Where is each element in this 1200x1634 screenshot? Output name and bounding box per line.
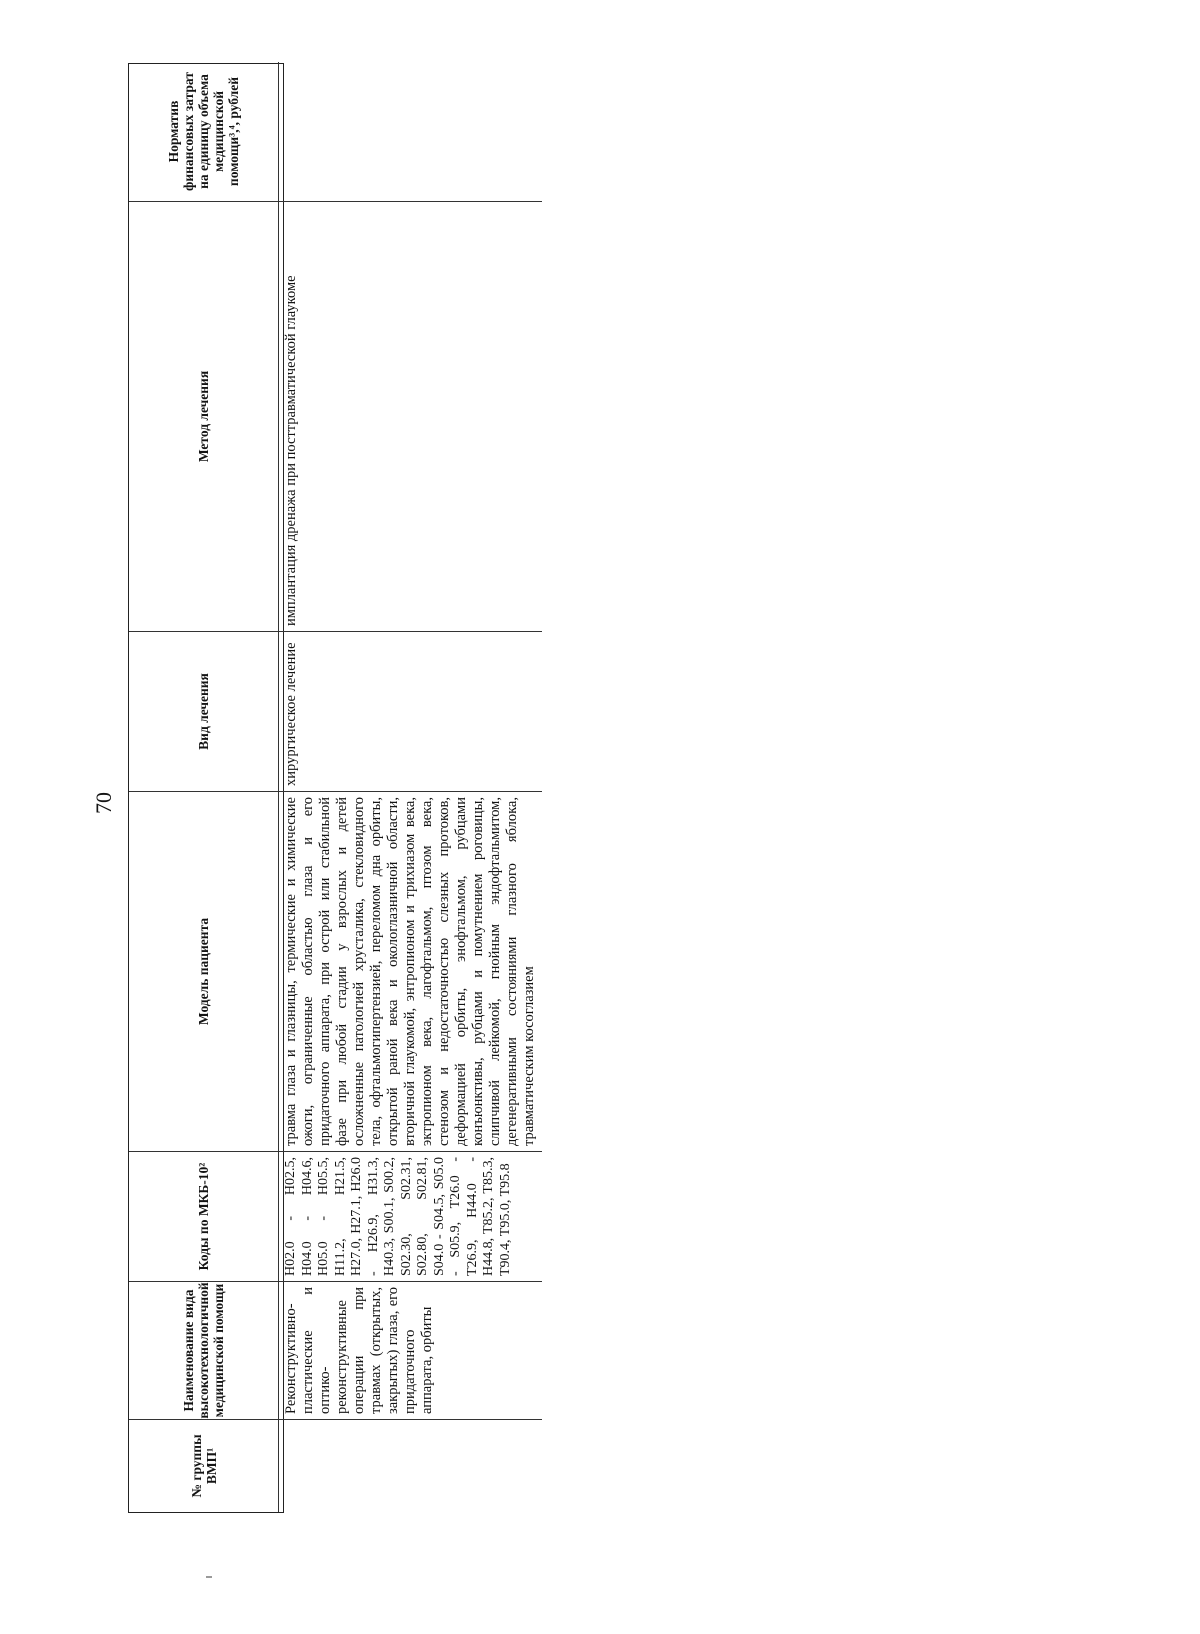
cell-name: Реконструктивно-пластические и оптико-реконструктивные операции при травмах (открытых, закрытых) глаза, его придаточного аппарата, орбиты xyxy=(279,1281,542,1419)
header-treatment-type: Вид лечения xyxy=(129,631,279,791)
cell-treatment-type: хирургическое лечение xyxy=(279,631,542,791)
header-patient-model: Модель пациента xyxy=(129,791,279,1151)
header-cost-norm: Норматив финансовых затрат на единицу объема медицинской помощи³,⁴, рублей xyxy=(129,62,279,201)
table-rotated-wrapper xyxy=(128,63,537,1513)
scan-mark xyxy=(206,1576,212,1578)
cell-cost-norm xyxy=(279,62,542,201)
cell-codes: H02.0 - H02.5, H04.0 - H04.6, H05.0 - H05.5, H11.2, H21.5, H27.0, H27.1, H26.0 - H26.9, H31.3, H40.3, S00.1, S00.2, S02.30, S02.31, S02.80, S02.81, S04.0 - S04.5, S05.0 - S05.9, T26.0 - T26.9, H44.0 - H44.8, T85.2, T85.3, T90.4, T95.0, T95.8 xyxy=(279,1151,542,1281)
vmp-table xyxy=(128,63,537,1513)
header-treatment-method: Метод лечения xyxy=(129,201,279,631)
page-number: 70 xyxy=(91,792,116,814)
header-name: Наименование вида высокотехнологичной медицинской помощи xyxy=(129,1281,279,1419)
cell-treatment-method: имплантация дренажа при посттравматической глаукоме xyxy=(279,201,542,631)
cell-patient-model: травма глаза и глазницы, термические и химические ожоги, ограниченные областью глаза и его придаточного аппарата, при острой или стабильной фазе при любой стадии у взрослых и детей осложненные патологией хрусталика, стекловидного тела, офтальмогипертензией, переломом дна орбиты, открытой раной века и окологлазничной области, вторичной глаукомой, энтропионом и трихиазом века, эктропионом века, лагофтальмом, птозом века, стенозом и недостаточностью слезных протоков, деформацией орбиты, энофтальмом, рубцами конъюнктивы, рубцами и помутнением роговицы, слипчивой лейкомой, гнойным эндофтальмитом, дегенеративными состояниями глазного яблока, травматическим косоглазием xyxy=(279,791,542,1151)
header-codes: Коды по МКБ-10² xyxy=(129,1151,279,1281)
cell-group-no xyxy=(279,1419,542,1512)
header-group-no: № группы ВМП¹ xyxy=(129,1419,279,1512)
